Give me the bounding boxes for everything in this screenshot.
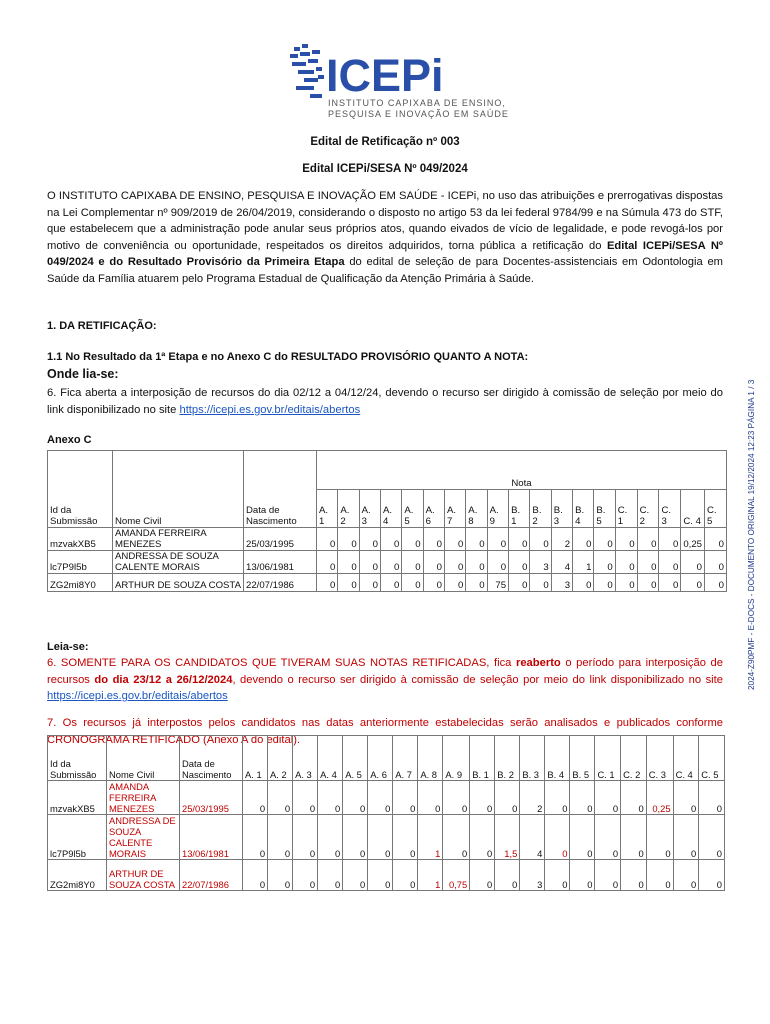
table-row [48, 574, 727, 592]
cell-value: 0 [637, 551, 659, 574]
header-col: A. 1 [243, 736, 268, 781]
cell-value: 0 [359, 551, 380, 574]
table-row [48, 528, 727, 551]
svg-text:PESQUISA E INOVAÇÃO EM SAÚDE: PESQUISA E INOVAÇÃO EM SAÚDE [328, 109, 509, 119]
cell-nome: ANDRESSA DE SOUZA CALENTE MORAIS [107, 815, 180, 860]
cell-value: 0 [570, 860, 595, 891]
cell-value: 0 [573, 528, 594, 551]
header-col: A. 8 [418, 736, 443, 781]
cell-value: 0 [594, 574, 615, 592]
cell-value: 0 [646, 860, 673, 891]
cell-value: 0 [681, 551, 705, 574]
table-row [48, 781, 725, 815]
leia-label: Leia-se: [47, 641, 89, 653]
cell-value: 0 [423, 528, 444, 551]
cell-id: ZG2mi8Y0 [48, 860, 107, 891]
header-col: C. 4 [681, 489, 705, 528]
cell-data: 13/06/1981 [180, 815, 243, 860]
header-col: C. 2 [621, 736, 647, 781]
cell-value: 0 [466, 574, 487, 592]
cell-value: 0 [443, 781, 470, 815]
cell-value: 0 [595, 815, 621, 860]
cell-value: 0 [443, 815, 470, 860]
header-col: A. 2 [338, 489, 359, 528]
cell-value: 0 [621, 815, 647, 860]
cell-value: 0 [318, 815, 343, 860]
intro-paragraph: O INSTITUTO CAPIXABA DE ENSINO, PESQUISA E INOVAÇÃO EM SAÚDE - ICEPi, no uso das atribuições e prerrogativas dispostas na Lei Complementar nº 909/2019 de 26/04/2019, considerando o disposto no artigo 53 da lei federal 9784/99 e na Súmula 473 do STF, que estabelecem que a administração pode anular seus próprios atos, quando eivados de vício de legalidade, e pode revogá-los por motivo de conveniência ou oportunidade, respeitados os direitos adquiridos, torna pública a retificação do Edital ICEPi/SESA Nº 049/2024 e do Resultado Provisório da Primeira Etapa do edital de seleção de para Docentes-assistenciais em Odontologia em Saúde da Família atuarem pelo Programa Estadual de Qualificação da Atenção Primária à Saúde. [47, 190, 723, 285]
cell-value: 0 [243, 781, 268, 815]
cell-value: 0 [545, 815, 570, 860]
cell-value: 0 [368, 781, 393, 815]
cell-value: 0 [338, 574, 359, 592]
cell-value: 75 [487, 574, 508, 592]
cell-value: 0 [402, 574, 423, 592]
cell-value: 0 [530, 528, 551, 551]
header-nome: Nome Civil [107, 736, 180, 781]
cell-value: 0 [509, 574, 530, 592]
table-retificada [47, 735, 725, 891]
header-col: B. 5 [594, 489, 615, 528]
cell-value: 0 [615, 528, 637, 551]
cell-value: 0 [594, 528, 615, 551]
header-col: A. 6 [423, 489, 444, 528]
cell-value: 0 [570, 781, 595, 815]
header-col: A. 3 [359, 489, 380, 528]
cell-value: 0 [317, 574, 338, 592]
header-col: A. 7 [393, 736, 418, 781]
onde-lia-label: Onde lia-se: [47, 367, 119, 381]
table-row [48, 815, 725, 860]
anexo-label: Anexo C [47, 434, 92, 446]
header-col: B. 1 [470, 736, 495, 781]
cell-id: mzvakXB5 [48, 781, 107, 815]
header-col: C. 3 [646, 736, 673, 781]
cell-id: lc7P9l5b [48, 551, 113, 574]
header-col: A. 5 [343, 736, 368, 781]
cell-value: 0 [418, 781, 443, 815]
cell-value: 0 [615, 574, 637, 592]
cell-value: 0 [343, 815, 368, 860]
cell-value: 3 [530, 551, 551, 574]
cell-value: 0 [318, 781, 343, 815]
header-col: C. 1 [615, 489, 637, 528]
cell-value: 0 [573, 574, 594, 592]
cell-value: 0 [705, 574, 727, 592]
sidebar-stamp: 2024-Z90PMF - E-DOCS - DOCUMENTO ORIGINAL 19/12/2024 12:23 PÁGINA 1 / 3 [747, 379, 756, 690]
cell-nome: AMANDA FERREIRA MENEZES [107, 781, 180, 815]
cell-value: 0 [545, 781, 570, 815]
header-id: Id da Submissão [48, 736, 107, 781]
cell-value: 0 [470, 815, 495, 860]
subsection-title: 1.1 No Resultado da 1ª Etapa e no Anexo C do RESULTADO PROVISÓRIO QUANTO A NOTA: [47, 351, 529, 363]
cell-value: 0 [705, 528, 727, 551]
header-col: B. 3 [520, 736, 545, 781]
header-col: A. 3 [293, 736, 318, 781]
cell-value: 0 [621, 860, 647, 891]
cell-value: 0 [659, 574, 681, 592]
cell-value: 0 [423, 574, 444, 592]
cell-value: 0 [359, 528, 380, 551]
cell-value: 0 [681, 574, 705, 592]
cell-value: 0 [368, 860, 393, 891]
cell-value: 0 [699, 781, 725, 815]
header-col: A. 4 [380, 489, 401, 528]
cell-value: 2 [551, 528, 572, 551]
cell-value: 0,25 [681, 528, 705, 551]
cell-value: 0 [495, 781, 520, 815]
doc-subtitle: Edital ICEPi/SESA Nº 049/2024 [302, 163, 468, 175]
cell-id: lc7P9l5b [48, 815, 107, 860]
cell-value: 0 [545, 860, 570, 891]
cell-value: 0 [318, 860, 343, 891]
cell-value: 0 [637, 528, 659, 551]
cell-value: 0 [317, 551, 338, 574]
leia-item-6: 6. SOMENTE PARA OS CANDIDATOS QUE TIVERAM SUAS NOTAS RETIFICADAS, fica reaberto o período para interposição de recursos do dia 23/12 a 26/12/2024, devendo o recurso ser dirigido à comissão de seleção por meio do link disponibilizado no site https://icepi.es.gov.br/editais/abertos [47, 657, 723, 703]
cell-value: 0 [699, 860, 725, 891]
cell-value: 0 [359, 574, 380, 592]
link-editais[interactable]: https://icepi.es.gov.br/editais/abertos [179, 403, 361, 416]
header-col: A. 8 [466, 489, 487, 528]
cell-value: 0 [673, 860, 699, 891]
cell-value: 0 [444, 574, 465, 592]
header-id: Id da Submissão [48, 451, 113, 528]
header-col: A. 1 [317, 489, 338, 528]
header-col: B. 4 [573, 489, 594, 528]
cell-value: 0 [338, 528, 359, 551]
cell-value: 0 [268, 781, 293, 815]
header-col: B. 5 [570, 736, 595, 781]
header-col: C. 1 [595, 736, 621, 781]
cell-value: 0 [444, 528, 465, 551]
cell-nome: ANDRESSA DE SOUZA CALENTE MORAIS [113, 551, 244, 574]
header-nome: Nome Civil [113, 451, 244, 528]
cell-value: 0 [393, 815, 418, 860]
header-col: C. 5 [705, 489, 727, 528]
cell-value: 0 [293, 781, 318, 815]
doc-title: Edital de Retificação nº 003 [310, 136, 460, 148]
cell-value: 1,5 [495, 815, 520, 860]
cell-value: 0 [699, 815, 725, 860]
header-col: A. 2 [268, 736, 293, 781]
header-col: C. 3 [659, 489, 681, 528]
cell-value: 0 [470, 781, 495, 815]
cell-data: 22/07/1986 [244, 574, 317, 592]
header-col: B. 3 [551, 489, 572, 528]
header-col: B. 4 [545, 736, 570, 781]
cell-nome: ARTHUR DE SOUZA COSTA [113, 574, 244, 592]
cell-data: 25/03/1995 [244, 528, 317, 551]
cell-nome: AMANDA FERREIRA MENEZES [113, 528, 244, 551]
cell-value: 4 [551, 551, 572, 574]
cell-value: 0 [402, 528, 423, 551]
cell-value: 3 [520, 860, 545, 891]
cell-value: 1 [418, 860, 443, 891]
table-row [48, 860, 725, 891]
cell-value: 0 [673, 815, 699, 860]
cell-value: 0 [621, 781, 647, 815]
section-title: 1. DA RETIFICAÇÃO: [47, 320, 157, 332]
header-col: A. 7 [444, 489, 465, 528]
cell-value: 3 [551, 574, 572, 592]
cell-value: 0 [243, 860, 268, 891]
cell-value: 0 [343, 860, 368, 891]
cell-value: 0 [487, 528, 508, 551]
cell-value: 0 [594, 551, 615, 574]
cell-value: 0 [338, 551, 359, 574]
cell-id: ZG2mi8Y0 [48, 574, 113, 592]
svg-text:INSTITUTO CAPIXABA DE ENSINO,: INSTITUTO CAPIXABA DE ENSINO, [328, 98, 506, 108]
cell-data: 25/03/1995 [180, 781, 243, 815]
cell-data: 22/07/1986 [180, 860, 243, 891]
cell-value: 0 [466, 551, 487, 574]
cell-value: 0 [243, 815, 268, 860]
cell-value: 0 [293, 860, 318, 891]
cell-value: 0 [487, 551, 508, 574]
link-editais-2[interactable]: https://icepi.es.gov.br/editais/abertos [47, 690, 228, 703]
cell-value: 0 [659, 551, 681, 574]
cell-value: 0 [659, 528, 681, 551]
cell-value: 0 [368, 815, 393, 860]
leia-item-7: 7. Os recursos já interpostos pelos candidatos nas datas anteriormente estabelecidas serão analisados e publicados conforme CRONOGRAMA RETIFICADO (Anexo A do edital). [47, 717, 723, 746]
cell-id: mzvakXB5 [48, 528, 113, 551]
cell-value: 0 [595, 860, 621, 891]
header-col: B. 2 [530, 489, 551, 528]
cell-value: 0 [637, 574, 659, 592]
cell-value: 0 [530, 574, 551, 592]
header-nota: Nota [317, 451, 727, 490]
cell-value: 0 [570, 815, 595, 860]
header-col: A. 6 [368, 736, 393, 781]
header-col: A. 5 [402, 489, 423, 528]
cell-value: 0 [444, 551, 465, 574]
cell-value: 0 [705, 551, 727, 574]
cell-value: 0,25 [646, 781, 673, 815]
cell-value: 0 [509, 528, 530, 551]
cell-value: 0 [380, 574, 401, 592]
cell-value: 0 [470, 860, 495, 891]
cell-value: 0 [268, 815, 293, 860]
header-col: C. 5 [699, 736, 725, 781]
cell-value: 0 [293, 815, 318, 860]
table-row [48, 551, 727, 574]
cell-data: 13/06/1981 [244, 551, 317, 574]
table-anexo-c [47, 450, 727, 592]
cell-value: 0 [393, 860, 418, 891]
cell-value: 0 [317, 528, 338, 551]
cell-value: 0 [495, 860, 520, 891]
cell-value: 2 [520, 781, 545, 815]
cell-value: 0 [615, 551, 637, 574]
cell-value: 0 [466, 528, 487, 551]
cell-value: 0 [509, 551, 530, 574]
header-col: C. 2 [637, 489, 659, 528]
header-data: Data de Nascimento [180, 736, 243, 781]
cell-value: 0 [393, 781, 418, 815]
cell-value: 0 [380, 551, 401, 574]
header-col: A. 9 [487, 489, 508, 528]
header-data: Data de Nascimento [244, 451, 317, 528]
cell-value: 4 [520, 815, 545, 860]
header-col: A. 4 [318, 736, 343, 781]
cell-value: 0 [268, 860, 293, 891]
cell-value: 0 [423, 551, 444, 574]
logo-text: ICEPi [326, 50, 444, 101]
cell-value: 0 [595, 781, 621, 815]
cell-value: 0 [646, 815, 673, 860]
cell-value: 0 [380, 528, 401, 551]
header-col: B. 1 [509, 489, 530, 528]
cell-value: 1 [418, 815, 443, 860]
header-col: C. 4 [673, 736, 699, 781]
header-col: B. 2 [495, 736, 520, 781]
cell-nome: ARTHUR DE SOUZA COSTA [107, 860, 180, 891]
cell-value: 1 [573, 551, 594, 574]
cell-value: 0 [343, 781, 368, 815]
onde-lia-text: 6. Fica aberta a interposição de recursos do dia 02/12 a 04/12/24, devendo o recurso ser dirigido à comissão de seleção por meio do link disponibilizado no site https://icepi.es.gov.br/editais/abertos [47, 387, 723, 416]
icepi-logo [290, 42, 510, 122]
cell-value: 0,75 [443, 860, 470, 891]
cell-value: 0 [402, 551, 423, 574]
header-col: A. 9 [443, 736, 470, 781]
cell-value: 0 [673, 781, 699, 815]
